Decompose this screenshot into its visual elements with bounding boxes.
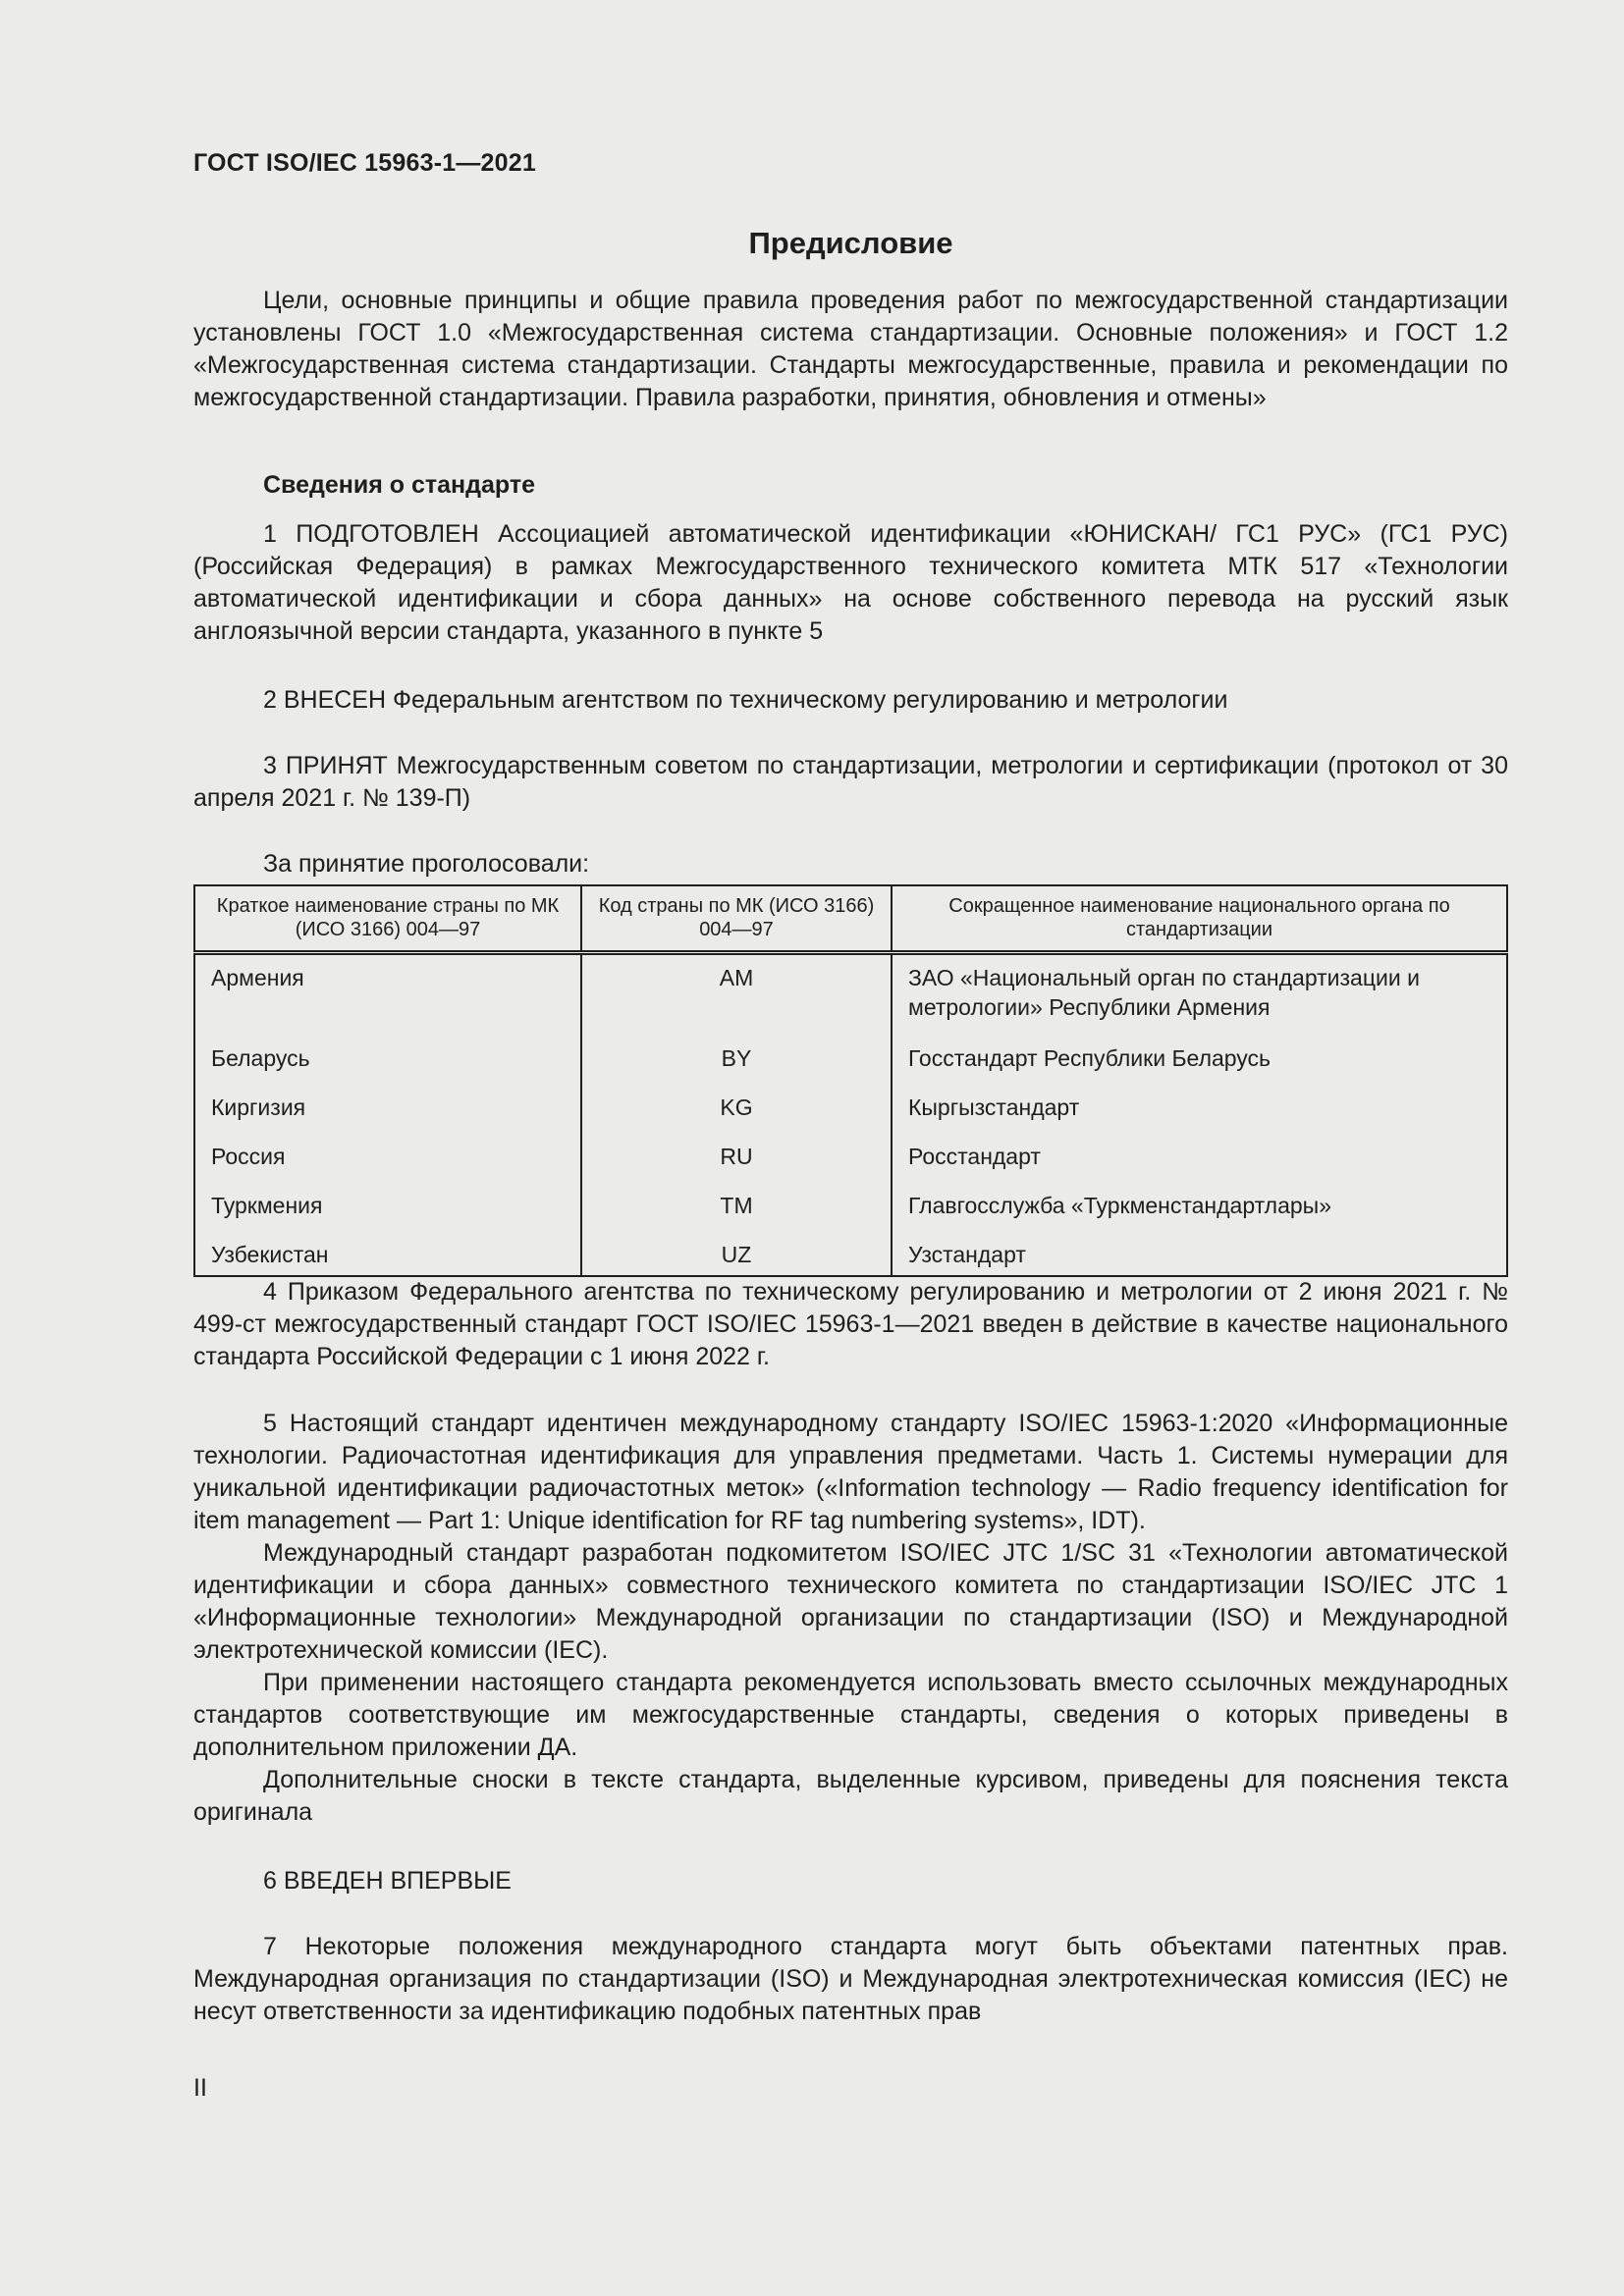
cell-code: KG xyxy=(581,1083,892,1132)
cell-body: Росстандарт xyxy=(892,1132,1507,1181)
table-row xyxy=(194,953,1507,1035)
item-6-paragraph: 6 ВВЕДЕН ВПЕРВЫЕ xyxy=(263,1867,512,1895)
table-row xyxy=(194,1132,1507,1181)
item-3-block xyxy=(193,750,1508,815)
item-5-paragraph-3: При применении настоящего стандарта рекомендуется использовать вместо ссылочных международных стандартов соответствующие им межгосударственные стандарты, сведения о которых приведены в дополнительном приложении ДА. xyxy=(193,1669,1508,1761)
item-2-paragraph: 2 ВНЕСЕН Федеральным агентством по техническому регулированию и метрологии xyxy=(263,686,1228,714)
cell-code: TM xyxy=(581,1181,892,1230)
item-4-block xyxy=(193,1276,1508,1373)
cell-country: Узбекистан xyxy=(211,1242,329,1267)
item-7-paragraph: 7 Некоторые положения международного стандарта могут быть объектами патентных прав. Международная организация по стандартизации (ISO) и Международная электротехническая комиссия (IEC) не несут ответственности за идентификацию подобных патентных прав xyxy=(193,1933,1508,2025)
cell-code: UZ xyxy=(581,1230,892,1276)
item-3-paragraph: 3 ПРИНЯТ Межгосударственным советом по стандартизации, метрологии и сертификации (протокол от 30 апреля 2021 г. № 139-П) xyxy=(193,752,1508,812)
table-header-body: Сокращенное наименование национального органа по стандартизации xyxy=(892,885,1507,953)
item-4-paragraph: 4 Приказом Федерального агентства по техническому регулированию и метрологии от 2 июня 2021 г. № 499-ст межгосударственный стандарт ГОСТ ISO/IEC 15963-1—2021 введен в действие в качестве национального стандарта Российской Федерации с 1 июня 2022 г. xyxy=(193,1278,1508,1370)
table-header-country: Краткое наименование страны по МК (ИСО 3166) 004—97 xyxy=(194,885,581,953)
intro-block xyxy=(193,285,1508,414)
cell-body: Узстандарт xyxy=(892,1230,1507,1276)
cell-body: Госстандарт Республики Беларусь xyxy=(892,1034,1507,1083)
voting-table xyxy=(193,884,1508,1277)
document-code: ГОСТ ISO/IEC 15963-1—2021 xyxy=(193,149,536,177)
cell-body: Главгосслужба «Туркменстандартлары» xyxy=(892,1181,1507,1230)
item-7-block xyxy=(193,1931,1508,2028)
item-2-block xyxy=(193,684,1508,717)
item-5-paragraph-1: 5 Настоящий стандарт идентичен международному стандарту ISO/IEC 15963-1:2020 «Информационные технологии. Радиочастотная идентификация для управления предметами. Часть 1. Системы нумерации для уникальной идентификации радиочастотных меток» («Information technology — Radio frequency identification for item management — Part 1: Unique identification for RF tag numbering systems», IDT). xyxy=(193,1410,1508,1534)
cell-country: Киргизия xyxy=(211,1095,306,1120)
cell-country: Россия xyxy=(211,1144,286,1169)
table-row xyxy=(194,1230,1507,1276)
item-1-paragraph: 1 ПОДГОТОВЛЕН Ассоциацией автоматической идентификации «ЮНИСКАН/ ГС1 РУС» (ГС1 РУС) (Российская Федерация) в рамках Межгосударственного технического комитета МТК 517 «Технологии автоматической идентификации и сбора данных» на основе собственного перевода на русский язык англоязычной версии стандарта, указанного в пункте 5 xyxy=(193,520,1508,645)
table-row xyxy=(194,1083,1507,1132)
table-row xyxy=(194,1181,1507,1230)
cell-code: AM xyxy=(581,953,892,1035)
cell-body: Кыргызстандарт xyxy=(892,1083,1507,1132)
cell-body: ЗАО «Национальный орган по стандартизации и метрологии» Республики Армения xyxy=(892,953,1507,1035)
item-6-block xyxy=(193,1865,1508,1897)
item-5-block xyxy=(193,1408,1508,1829)
vote-label-block xyxy=(193,848,1508,881)
table-header-row xyxy=(194,885,1507,953)
vote-label: За принятие проголосовали: xyxy=(263,850,590,878)
section-subheading: Сведения о стандарте xyxy=(263,471,536,499)
intro-paragraph: Цели, основные принципы и общие правила проведения работ по межгосударственной стандартизации установлены ГОСТ 1.0 «Межгосударственная система стандартизации. Основные положения» и ГОСТ 1.2 «Межгосударственная система стандартизации. Стандарты межгосударственные, правила и рекомендации по межгосударственной стандартизации. Правила разработки, принятия, обновления и отмены» xyxy=(193,287,1508,411)
page-title: Предисловие xyxy=(748,226,953,260)
page-number: II xyxy=(193,2074,207,2102)
cell-code: BY xyxy=(581,1034,892,1083)
item-5-paragraph-2: Международный стандарт разработан подкомитетом ISO/IEC JTC 1/SC 31 «Технологии автоматической идентификации и сбора данных» совместного технического комитета по стандартизации ISO/IEC JTC 1 «Информационные технологии» Международной организации по стандартизации (ISO) и Международной электротехнической комиссии (IEC). xyxy=(193,1539,1508,1664)
item-1-block xyxy=(193,518,1508,648)
table-row xyxy=(194,1034,1507,1083)
cell-country: Туркмения xyxy=(211,1193,323,1218)
cell-country: Армения xyxy=(211,965,304,990)
item-5-paragraph-4: Дополнительные сноски в тексте стандарта, выделенные курсивом, приведены для пояснения текста оригинала xyxy=(193,1766,1508,1826)
cell-code: RU xyxy=(581,1132,892,1181)
table-header-code: Код страны по МК (ИСО 3166) 004—97 xyxy=(581,885,892,953)
cell-country: Беларусь xyxy=(211,1045,310,1071)
